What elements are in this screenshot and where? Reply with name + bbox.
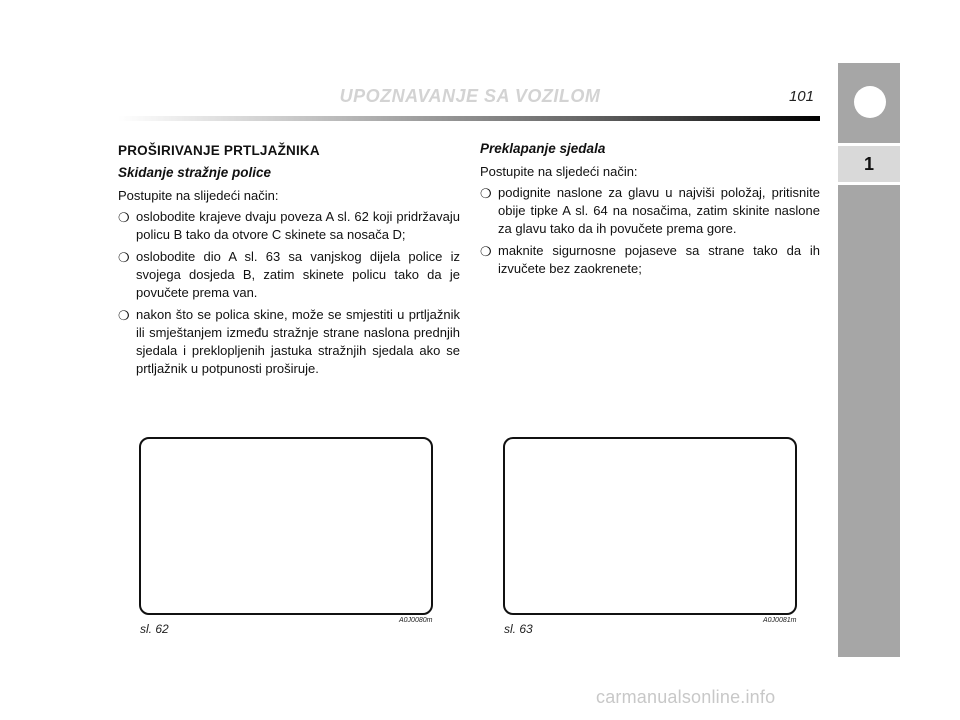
- intro-text: Postupite na sljedeći način:: [480, 164, 638, 179]
- bullet-circle-icon: ❍: [118, 308, 130, 323]
- right-column: [480, 140, 820, 282]
- header-rule: [118, 116, 820, 121]
- figure-62-caption: sl. 62: [140, 622, 169, 636]
- left-column: [118, 140, 460, 382]
- subsection-heading: Skidanje stražnje police: [118, 165, 272, 180]
- bullet-text: maknite sigurnosne pojaseve sa strane tako da ih izvučete bez zaokrenete;: [498, 243, 820, 276]
- bullet-item: [118, 306, 460, 378]
- chapter-number[interactable]: 1: [838, 146, 900, 182]
- figure-63-caption: sl. 63: [504, 622, 533, 636]
- bullet-circle-icon: ❍: [480, 244, 492, 259]
- intro-text: Postupite na slijedeći način:: [118, 188, 279, 203]
- figure-63-code: A0J0081m: [763, 617, 797, 624]
- watermark-text: carmanualsonline.info: [596, 687, 776, 707]
- side-tab-divider: [838, 182, 900, 185]
- figure-62-code: A0J0080m: [399, 617, 433, 624]
- bullet-text: podignite naslone za glavu u najviši položaj, pritisnite obije tipke A sl. 64 na nosačima, zatim skinite naslone za glavu tako da ih povučete prema gore.: [498, 185, 820, 236]
- bullet-item: [480, 242, 820, 278]
- section-title: UPOZNAVANJE SA VOZILOM: [339, 86, 601, 106]
- section-heading: PROŠIRIVANJE PRTLJAŽNIKA: [118, 143, 320, 158]
- bullet-item: [480, 184, 820, 238]
- figure-62-frame: [139, 437, 433, 615]
- bullet-item: [118, 248, 460, 302]
- bullet-circle-icon: ❍: [480, 186, 492, 201]
- bullet-item: [118, 208, 460, 244]
- side-tab-dot-icon: [854, 86, 886, 118]
- subsection-heading: Preklapanje sjedala: [480, 141, 606, 156]
- page-number: 101: [788, 88, 814, 105]
- bullet-text: nakon što se polica skine, može se smjestiti u prtljažnik ili smještanjem između stražnje strane naslona prednjih sjedala i preklopljenih jastuka stražnjih sjedala ako se prtljažnik u potpunosti proširuje.: [136, 307, 460, 376]
- figure-63-frame: [503, 437, 797, 615]
- bullet-circle-icon: ❍: [118, 210, 130, 225]
- bullet-text: oslobodite dio A sl. 63 sa vanjskog dijela police iz svojega dosjeda B, zatim skinete policu tako da je povučete prema van.: [136, 249, 460, 300]
- bullet-text: oslobodite krajeve dvaju poveza A sl. 62 koji pridržavaju policu B tako da otvore C skinete sa nosača D;: [136, 209, 460, 242]
- bullet-circle-icon: ❍: [118, 250, 130, 265]
